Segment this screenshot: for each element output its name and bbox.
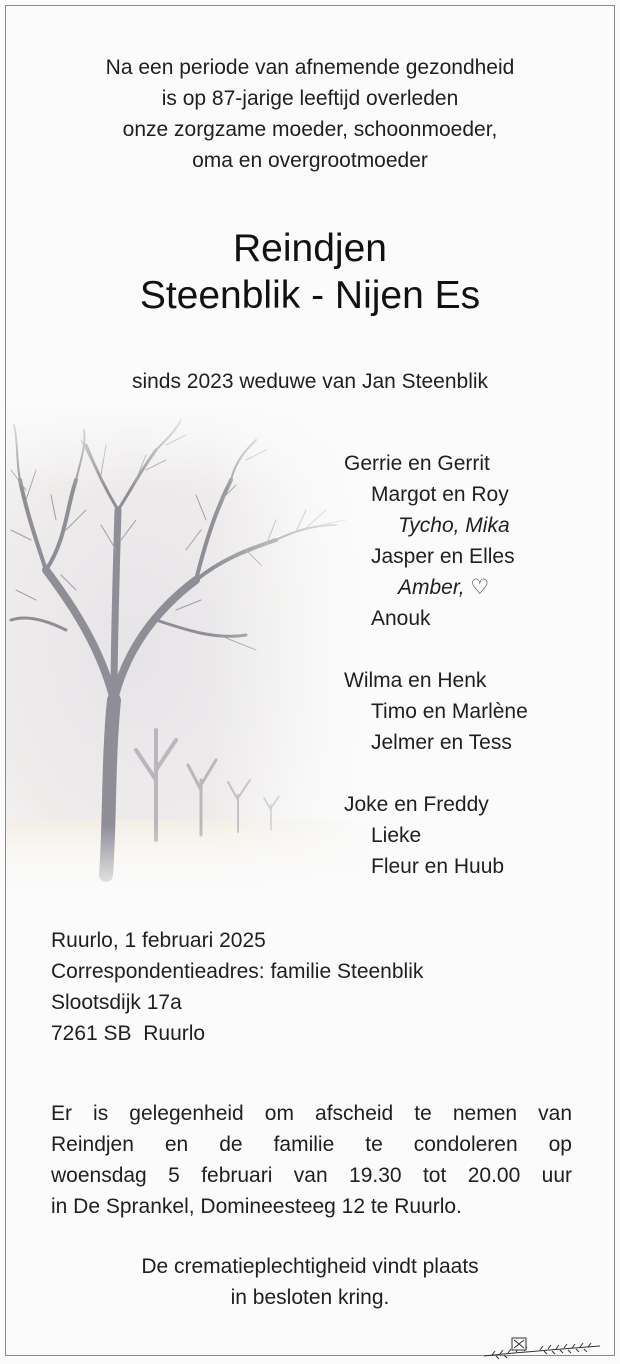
- deceased-first-name: Reindjen: [233, 227, 387, 270]
- cremation-line: in besloten kring.: [230, 1286, 390, 1309]
- family-list: [344, 448, 604, 882]
- farewell-line: Reindjen en de familie te condoleren op: [51, 1133, 572, 1156]
- intro-line: is op 87-jarige leeftijd overleden: [161, 87, 459, 110]
- correspondence-label: Correspondentieadres: familie Steenblik: [51, 960, 424, 983]
- family-couple: Gerrie en Gerrit: [344, 452, 490, 475]
- family-child: Timo en Marlène: [371, 700, 528, 723]
- family-child: Anouk: [371, 607, 431, 630]
- farewell-line: woensdag 5 februari van 19.30 tot 20.00 uur: [51, 1164, 572, 1187]
- family-couple: Joke en Freddy: [344, 793, 489, 816]
- farewell-line: in De Sprankel, Domineesteeg 12 te Ruurlo.: [51, 1195, 462, 1218]
- intro-line: onze zorgzame moeder, schoonmoeder,: [122, 118, 498, 141]
- family-spacer: [344, 758, 604, 789]
- farewell-text: [51, 1098, 572, 1222]
- deceased-name: [0, 225, 620, 319]
- intro-line: oma en overgrootmoeder: [192, 149, 428, 172]
- cremation-text: [0, 1251, 620, 1313]
- correspondence-address: [51, 925, 591, 1049]
- family-child: Lieke: [371, 824, 422, 847]
- address-postcode-city: 7261 SB Ruurlo: [51, 1022, 206, 1045]
- family-grandchildren: Tycho, Mika: [398, 514, 510, 537]
- family-child: Jelmer en Tess: [371, 731, 512, 754]
- intro-text: [0, 52, 620, 176]
- family-child: Fleur en Huub: [371, 855, 505, 878]
- family-grandchildren: Amber, ♡: [398, 576, 490, 599]
- farewell-line: Er is gelegenheid om afscheid te nemen van: [51, 1102, 572, 1125]
- intro-line: Na een periode van afnemende gezondheid: [105, 56, 515, 79]
- cremation-line: De crematieplechtigheid vindt plaats: [141, 1255, 479, 1278]
- deceased-surname: Steenblik - Nijen Es: [139, 274, 481, 317]
- address-street: Slootsdijk 17a: [51, 991, 182, 1014]
- family-child: Jasper en Elles: [371, 545, 515, 568]
- widow-line: sinds 2023 weduwe van Jan Steenblik: [131, 370, 489, 393]
- family-child: Margot en Roy: [371, 483, 509, 506]
- place-date: Ruurlo, 1 februari 2025: [51, 929, 266, 952]
- family-couple: Wilma en Henk: [344, 669, 487, 692]
- publisher-logo-ornament: [482, 1332, 602, 1362]
- family-spacer: [344, 634, 604, 665]
- tree-illustration: [6, 400, 376, 900]
